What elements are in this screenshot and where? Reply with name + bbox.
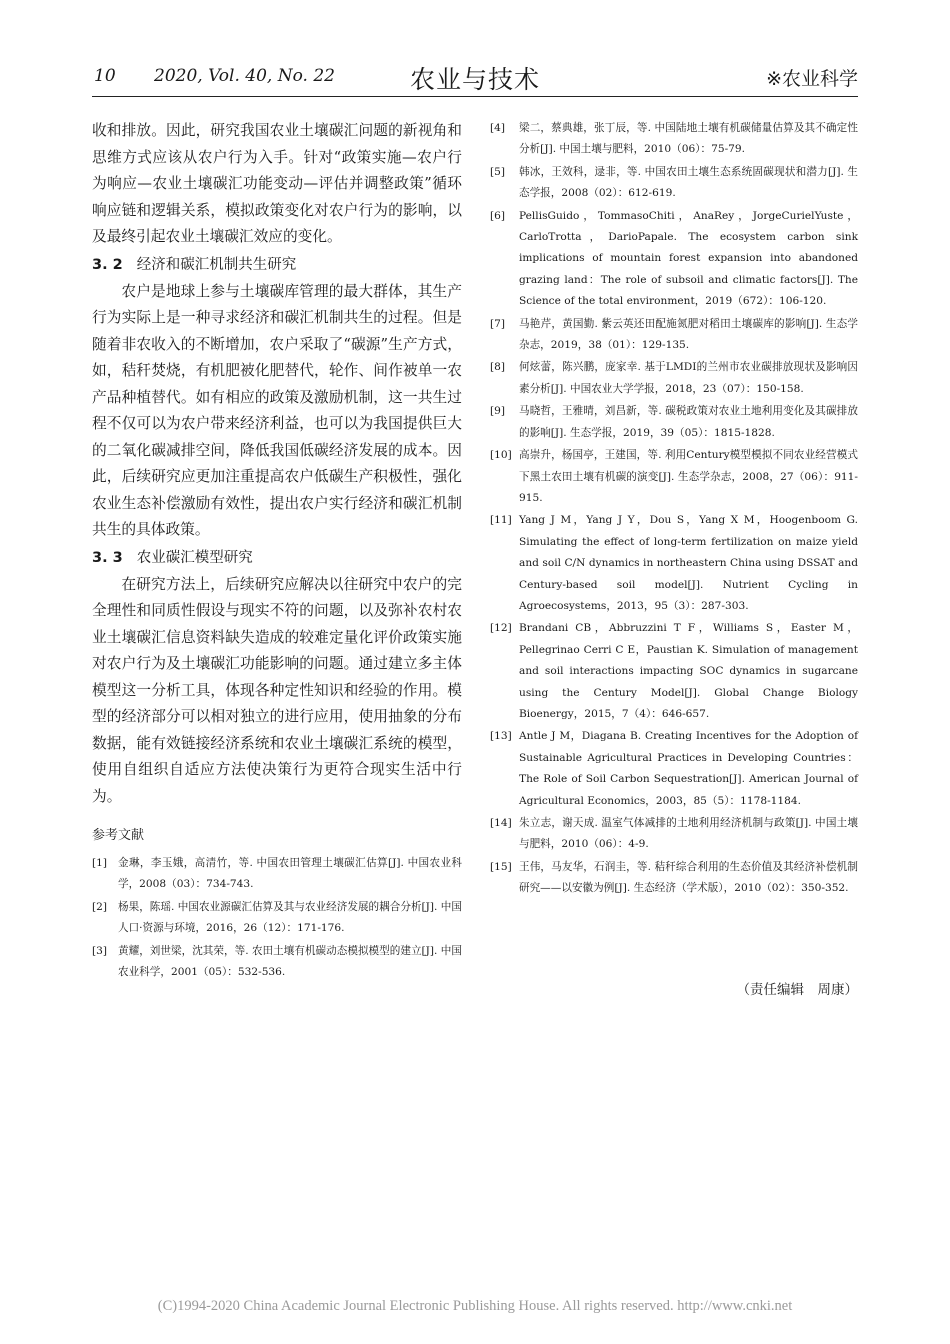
reference-text: 朱立志，谢天成. 温室气体减排的土地利用经济机制与政策[J]. 中国土壤与肥料，2010（06）：4-9. [519,817,858,851]
left-column [92,118,462,984]
reference-item [490,206,858,313]
reference-number: [8] [490,361,506,374]
reference-text: 马艳芹，黄国勤. 紫云英还田配施氮肥对稻田土壤碳库的影响[J]. 生态学杂志，2019，38（01）：129-135. [519,317,858,352]
reference-text: 马晓哲，王雅晴，刘昌新，等. 碳税政策对农业土地利用变化及其碳排放的影响[J]. 生态学报，2019，39（05）：1815-1828. [519,405,858,439]
reference-item [92,897,462,940]
reference-number: [12] [490,622,512,635]
section-number: 3. 2 [92,256,123,273]
reference-item [490,357,858,400]
journal-title: 农业与技术 [409,65,540,94]
paragraph: 农户是地球上参与土壤碳库管理的最大群体，其生产行为实际上是一种寻求经济和碳汇机制共生的过程。但是随着非农收入的不断增加，农户采取了“碳源”生产方式，如，秸秆焚烧，有机肥被化肥替代，轮作、间作被单一农产品种植替代。如有相应的政策及激励机制，这一共生过程不仅可以为农户带来经济利益，也可以为我国提供巨大的二氧化碳减排空间，降低我国低碳经济发展的成本。因此，后续研究应更加注重提高农户低碳生产积极性，强化农业生态补偿激励有效性，提出农户实行经济和碳汇机制共生的具体政策。 [92,282,462,538]
reference-text: 梁二，蔡典雄，张丁辰，等. 中国陆地土壤有机碳储量估算及其不确定性分析[J]. 中国土壤与肥料，2010（06）：75-79. [519,122,858,156]
reference-text: 高崇升，杨国亭，王建国，等. 利用Century模型模拟不同农业经营模式下黑土农田土壤有机碳的演变[J]. 生态学杂志，2008，27（06）：911-915. [519,449,858,504]
editor-note: （责任编辑 周康） [736,982,858,998]
section-title: 经济和碳汇机制共生研究 [136,256,297,273]
paragraph: 在研究方法上，后续研究应解决以往研究中农户的完全理性和同质性假设与现实不符的问题，以及弥补农村农业土壤碳汇信息资料缺失造成的较难定量化评价政策实施对农户行为及土壤碳汇功能影响的问题。通过建立多主体模型这一分析工具，体现各种定性知识和经验的作用。模型的经济部分可以相对独立的进行应用，使用抽象的分布数据，能有效链接经济系统和农业土壤碳汇系统的模型，使用自组织自适应方法使决策行为更符合现实生活中行为。 [92,575,462,805]
reference-list-left [92,853,462,983]
copyright-footer: (C)1994-2020 China Academic Journal Electronic Publishing House. All rights reserved. http://www.cnki.net [157,1298,793,1314]
reference-item [490,813,858,856]
reference-number: [9] [490,405,506,418]
reference-list-right [490,118,858,900]
section-title: 农业碳汇模型研究 [136,549,253,566]
reference-text: Antle J M，Diagana B. Creating Incentives for the Adoption of Sustainable Agricultural Practices in Developing Countries：The Role of Soil Carbon Sequestration[J]. American Journal of Agricultural Economics，2003，85（5）：1178-1184. [519,730,858,807]
reference-item [490,726,858,812]
reference-item [490,401,858,444]
volume-info: 2020, Vol. 40, No. 22 [154,66,335,86]
reference-number: [6] [490,209,506,222]
reference-text: 韩冰，王效科，逯非，等. 中国农田土壤生态系统固碳现状和潜力[J]. 生态学报，2008（02）：612-619. [519,165,858,200]
references-title: 参考文献 [92,828,145,843]
reference-number: [5] [490,165,506,178]
reference-item [92,941,462,984]
reference-number: [7] [490,317,506,330]
reference-text: 金琳，李玉娥，高清竹，等. 中国农田管理土壤碳汇估算[J]. 中国农业科学，2008（03）：734-743. [118,857,462,891]
section-heading-3-2 [92,252,462,278]
reference-text: PellisGuido，TommasoChiti，AnaRey，JorgeCurielYuste，CarloTrotta，DarioPapale. The ecosystem carbon sink implications of mountain forest expansion into abandoned grazing land：The role of subsoil and climatic factors[J]. The Science of the total environment，2019（672）：106-120. [519,209,858,308]
reference-text: 何炫蕾，陈兴鹏，庞家幸. 基于LMDI的兰州市农业碳排放现状及影响因素分析[J]. 中国农业大学学报，2018，23（07）：150-158. [519,361,858,395]
reference-text: Yang J M，Yang J Y，Dou S，Yang X M，Hoogenboom G. Simulating the effect of long-term fertilization on maize yield and soil C/N dynamics in northeastern China using DSSAT and Century-based soil model[J]. Nutrient Cycling in Agroecosystems，2013，95（3）：287-303. [519,514,858,612]
reference-number: [10] [490,449,512,462]
section-heading-3-3 [92,545,462,571]
section-label: ※农业科学 [766,68,858,90]
page-header [92,64,858,97]
reference-number: [1] [92,857,108,869]
reference-number: [11] [490,514,512,527]
section-number: 3. 3 [92,549,123,566]
reference-number: [2] [92,900,108,913]
reference-number: [13] [490,730,512,743]
reference-text: 黄耀，刘世梁，沈其荣，等. 农田土壤有机碳动态模拟模型的建立[J]. 中国农业科学，2001（05）：532-536. [118,944,462,979]
reference-number: [15] [490,860,512,873]
reference-text: 杨果，陈瑶. 中国农业源碳汇估算及其与农业经济发展的耦合分析[J]. 中国人口·资源与环境，2016，26（12）：171-176. [118,900,462,935]
reference-item [92,853,462,896]
reference-item [490,118,858,161]
reference-text: Brandani CB，Abbruzzini T F，Williams S，Easter M，Pellegrinao Cerri C E，Paustian K. Simulation of management and soil interactions impacting SOC dynamics in sugarcane using the Century Model[J]. Global Change Biology Bioenergy，2015，7（4）：646-657. [519,622,858,720]
reference-text: 王伟，马友华，石润圭，等. 秸秆综合利用的生态价值及其经济补偿机制研究——以安徽为例[J]. 生态经济（学术版），2010（02）：350-352. [519,860,858,895]
page-number: 10 [94,66,116,86]
reference-item [490,445,858,509]
reference-item [490,618,858,725]
reference-item [490,162,858,205]
reference-item [490,510,858,617]
reference-item [490,857,858,900]
reference-item [490,314,858,357]
right-column [490,118,858,901]
reference-number: [14] [490,817,512,829]
reference-number: [4] [490,122,506,134]
reference-number: [3] [92,944,108,957]
paragraph-continued: 收和排放。因此，研究我国农业土壤碳汇问题的新视角和思维方式应该从农户行为入手。针对“政策实施—农户行为响应—农业土壤碳汇功能变动—评估并调整政策”循环响应链和逻辑关系，模拟政策变化对农户行为的影响，以及最终引起农业土壤碳汇效应的变化。 [92,122,462,245]
